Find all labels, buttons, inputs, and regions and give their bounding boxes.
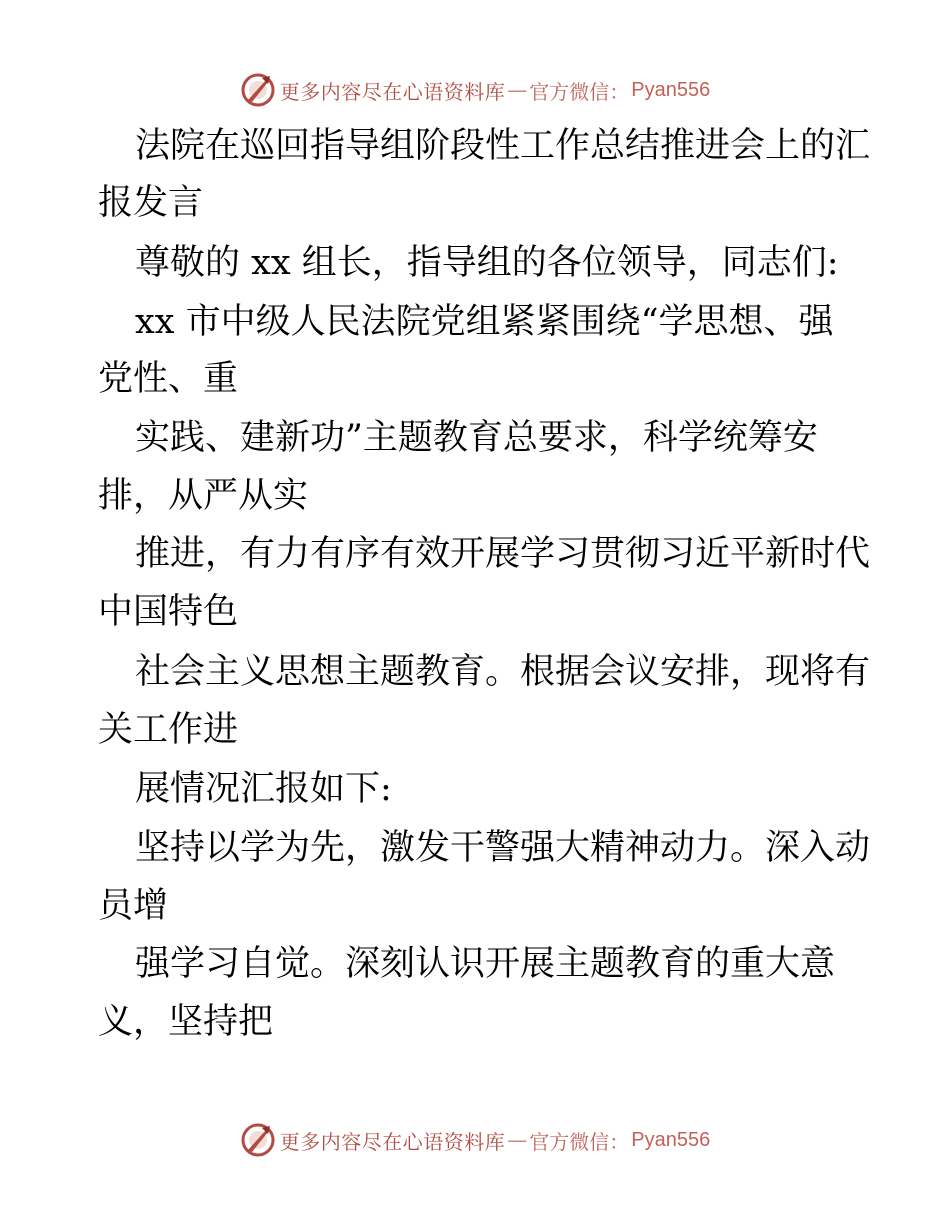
body-line: 社会主义思想主题教育。根据会议安排，现将有 xyxy=(135,652,871,692)
body-line: 员增 xyxy=(98,886,169,926)
body-line: 展情况汇报如下: xyxy=(135,769,392,809)
footer-wechat-label: 官方微信： xyxy=(529,1129,630,1154)
body-line: 实践、建新功”主题教育总要求，科学统筹安 xyxy=(135,418,818,458)
footer-brand-text: 更多内容尽在心语资料库 xyxy=(279,1129,506,1154)
header-watermark xyxy=(0,70,950,110)
body-line: 排，从严从实 xyxy=(98,476,309,516)
body-line: 党性、重 xyxy=(98,359,239,399)
body-line: 坚持以学为先，激发干警强大精神动力。深入动 xyxy=(135,828,871,868)
header-wechat-label: 官方微信： xyxy=(529,79,630,104)
quill-logo-icon xyxy=(240,72,276,108)
body-line: 尊敬的 xx 组长，指导组的各位领导，同志们: xyxy=(135,243,839,283)
footer-wechat-handle: Pyan556 xyxy=(631,1128,711,1151)
footer-watermark xyxy=(0,1120,950,1160)
body-line: 法院在巡回指导组阶段性工作总结推进会上的汇 xyxy=(135,126,871,166)
body-line: xx 市中级人民法院党组紧紧围绕“学思想、强 xyxy=(135,302,834,342)
body-line: 推进，有力有序有效开展学习贯彻习近平新时代 xyxy=(135,534,871,574)
header-dash: — xyxy=(507,78,528,102)
body-line: 关工作进 xyxy=(98,710,239,750)
header-wechat-handle: Pyan556 xyxy=(631,78,711,101)
quill-logo-icon xyxy=(240,1122,276,1158)
body-line: 强学习自觉。深刻认识开展主题教育的重大意 xyxy=(135,944,836,984)
body-line: 义，坚持把 xyxy=(98,1002,274,1042)
footer-dash: — xyxy=(507,1128,528,1152)
header-brand-text: 更多内容尽在心语资料库 xyxy=(279,79,506,104)
body-line: 中国特色 xyxy=(98,592,239,632)
body-line: 报发言 xyxy=(98,183,204,223)
